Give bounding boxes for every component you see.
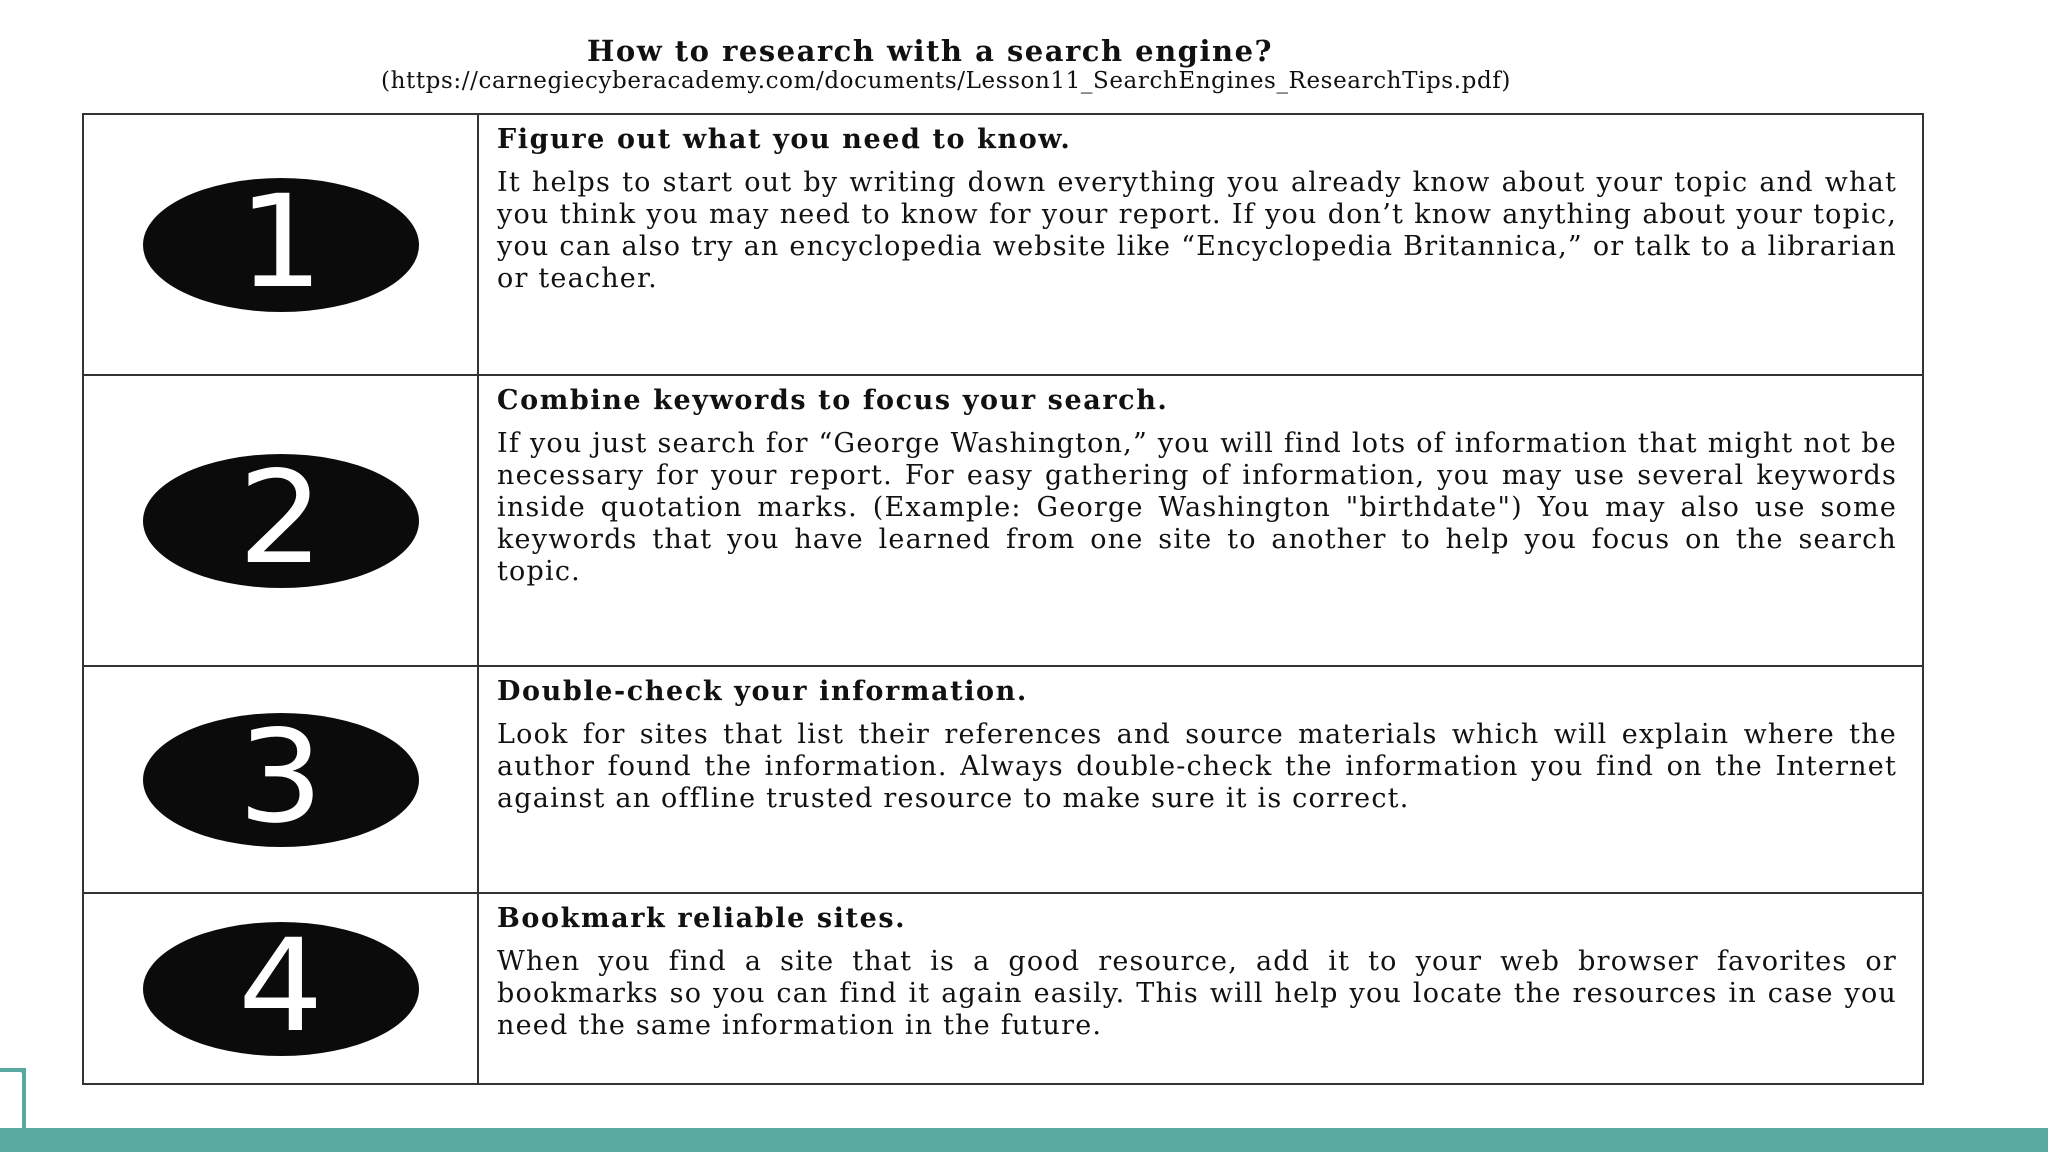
source-url: (https://carnegiecyberacademy.com/documents/Lesson11_SearchEngines_ResearchTips.pdf) [381,68,1511,94]
step-number-badge [143,167,419,317]
step-heading: Double-check your information. [497,676,1028,707]
step-row-4 [84,894,1922,1083]
footer-accent-bar [0,1128,2048,1152]
step-text-cell [497,115,1897,374]
page-title: How to research with a search engine? [586,34,1274,68]
step-text-cell [497,894,1897,1083]
step-text-cell [497,667,1897,892]
step-number-cell [84,115,477,374]
step-number-badge [143,702,419,852]
step-body: It helps to start out by writing down everything you already know about your topic and what you think you may need to know for your report. If you don’t know anything about your topic, you can also try an encyclopedia website like “Encyclopedia Britannica,” or talk to a librarian or teacher. [497,167,1897,294]
step-row-2 [84,376,1922,665]
step-row-1 [84,115,1922,374]
step-number-badge [143,443,419,593]
step-text-cell [497,376,1897,665]
step-heading: Bookmark reliable sites. [497,903,907,934]
steps-table [82,113,1924,1085]
step-number-cell [84,667,477,892]
footer-accent-notch-inner [0,1072,22,1130]
step-body: Look for sites that list their references and source materials which will explain where the author found the information. Always double-check the information you find on the Internet against an offline trusted resource to make sure it is correct. [497,719,1897,814]
step-number: 4 [237,911,324,1061]
step-number-cell [84,376,477,665]
step-heading: Figure out what you need to know. [497,124,1072,155]
step-body: If you just search for “George Washington,” you will find lots of information that might not be necessary for your report. For easy gathering of information, you may use several keywords inside quotation marks. (Example: George Washington "birthdate") You may also use some keywords that you have learned from one site to another to help you focus on the search topic. [497,428,1897,587]
step-number-badge [143,911,419,1061]
step-number: 2 [237,443,324,593]
step-heading: Combine keywords to focus your search. [497,385,1169,416]
step-body: When you find a site that is a good resource, add it to your web browser favorites or bookmarks so you can find it again easily. This will help you locate the resources in case you need the same information in the future. [497,946,1897,1041]
step-number-cell [84,894,477,1083]
step-row-3 [84,667,1922,892]
step-number: 3 [237,702,324,852]
step-number: 1 [237,167,324,317]
